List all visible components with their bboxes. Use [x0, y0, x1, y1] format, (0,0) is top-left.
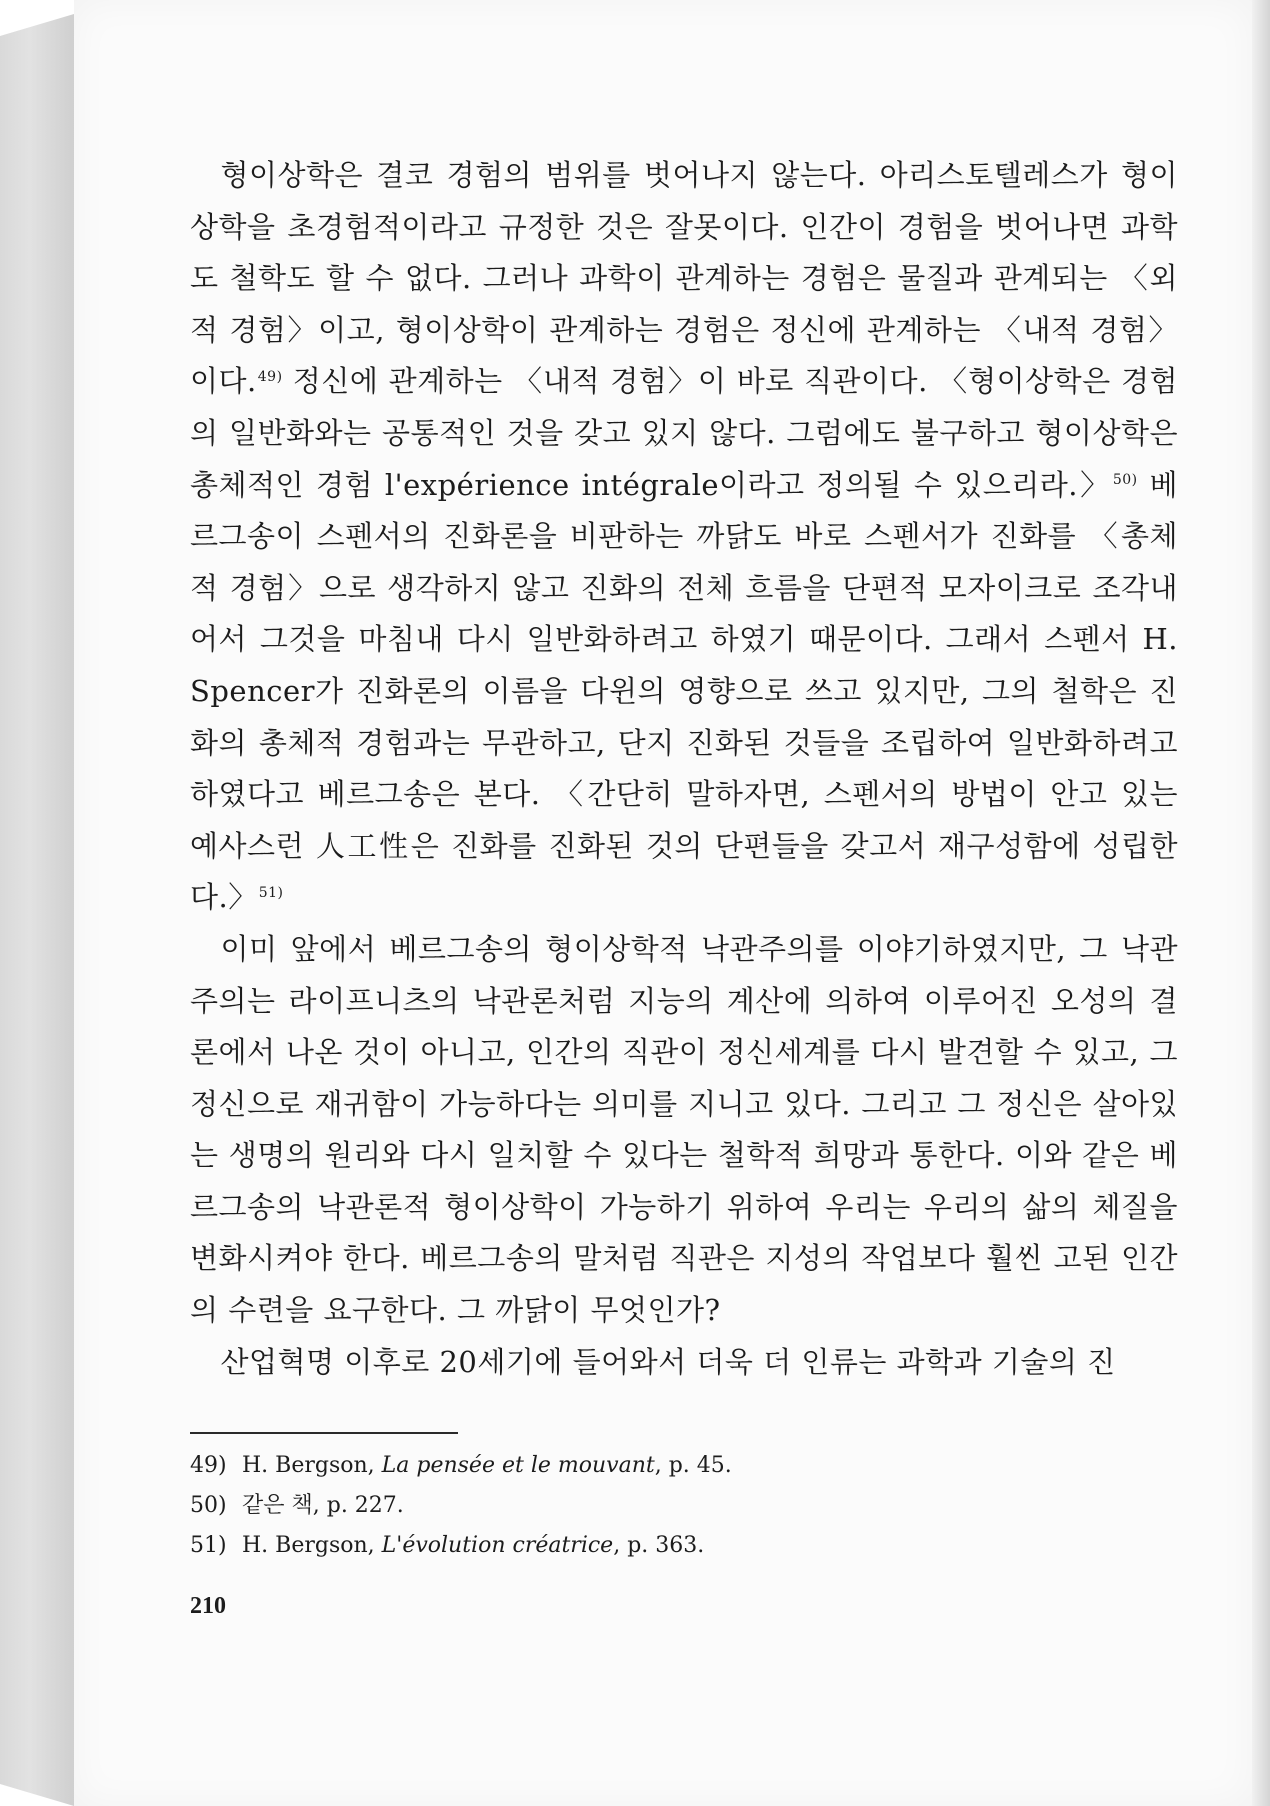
footnote-text [242, 1446, 732, 1486]
book-page [74, 0, 1252, 1806]
footnote-number: 50) [190, 1493, 227, 1518]
book-title: L'évolution créatrice [381, 1533, 614, 1558]
footnote-number: 49) [190, 1453, 227, 1478]
paragraph [190, 924, 1178, 1337]
paragraph-text: 형이상학은 결코 경험의 범위를 벗어나지 않는다. 아리스토텔레스가 형이상학을 초경험적이라고 규정한 것은 잘못이다. 인간이 경험을 벗어나면 과학도 철학도 할 수 없다. 그러나 과학이 관계하는 경험은 물질과 관계되는 〈외적 경험〉이고, 형이상학이 관계하는 경험은 정신에 관계하는 〈내적 경험〉이다. [190, 158, 1178, 399]
footnote-fragment: , p. 45. [654, 1453, 732, 1478]
footnote [190, 1486, 1090, 1526]
paragraph-text: 정신에 관계하는 〈내적 경험〉이 바로 직관이다. 〈형이상학은 경험의 일반화와는 공통적인 것을 갖고 있지 않다. 그럼에도 불구하고 형이상학은 총체적인 경험 l'expérience intégrale이라고 정의될 수 있으리라.〉 [190, 364, 1178, 502]
body-text [190, 150, 1178, 1388]
footnote-fragment: H. Bergson, [242, 1453, 382, 1478]
footnotes [190, 1446, 1090, 1566]
footnote-fragment: , p. 363. [613, 1533, 705, 1558]
paragraph-text: 베르그송이 스펜서의 진화론을 비판하는 까닭도 바로 스펜서가 진화를 〈총체적 경험〉으로 생각하지 않고 진화의 전체 흐름을 단편적 모자이크로 조각내어서 그것을 마침내 다시 일반화하려고 하였기 때문이다. 그래서 스펜서 H. Spencer가 진화론의 이름을 다윈의 영향으로 쓰고 있지만, 그의 철학은 진화의 총체적 경험과는 무관하고, 단지 진화된 것들을 조립하여 일반화하려고 하였다고 베르그송은 본다. 〈간단히 말하자면, 스펜서의 방법이 안고 있는 예사스런 人工性은 진화를 진화된 것의 단편들을 갖고서 재구성함에 성립한다.〉 [190, 467, 1178, 915]
page-number: 210 [190, 1593, 226, 1619]
paragraph [190, 150, 1178, 924]
footnote-reference: 51) [258, 884, 284, 901]
footnote-fragment: 같은 책, p. 227. [242, 1493, 404, 1518]
paragraph-text: 이미 앞에서 베르그송의 형이상학적 낙관주의를 이야기하였지만, 그 낙관주의는 라이프니츠의 낙관론처럼 지능의 계산에 의하여 이루어진 오성의 결론에서 나온 것이 아니고, 인간의 직관이 정신세계를 다시 발견할 수 있고, 그 정신으로 재귀함이 가능하다는 의미를 지니고 있다. 그리고 그 정신은 살아있는 생명의 원리와 다시 일치할 수 있다는 철학적 희망과 통한다. 이와 같은 베르그송의 낙관론적 형이상학이 가능하기 위하여 우리는 우리의 삶의 체질을 변화시켜야 한다. 베르그송의 말처럼 직관은 지성의 작업보다 훨씬 고된 인간의 수련을 요구한다. 그 까닭이 무엇인가? [190, 931, 1178, 1328]
footnote-reference: 49) [257, 368, 283, 385]
footnote-divider [190, 1432, 458, 1434]
book-title: La pensée et le mouvant [381, 1453, 655, 1478]
page-edge-shadow [1252, 0, 1270, 1806]
footnote [190, 1446, 1090, 1486]
footnote [190, 1526, 1090, 1566]
footnote-reference: 50) [1112, 471, 1138, 488]
paragraph [190, 1337, 1178, 1389]
book-spine [0, 14, 74, 1806]
footnote-number: 51) [190, 1533, 227, 1558]
footnote-fragment: H. Bergson, [242, 1533, 382, 1558]
footnote-text [242, 1486, 404, 1526]
footnote-text [242, 1526, 704, 1566]
paragraph-text: 산업혁명 이후로 20세기에 들어와서 더욱 더 인류는 과학과 기술의 진 [220, 1344, 1116, 1379]
